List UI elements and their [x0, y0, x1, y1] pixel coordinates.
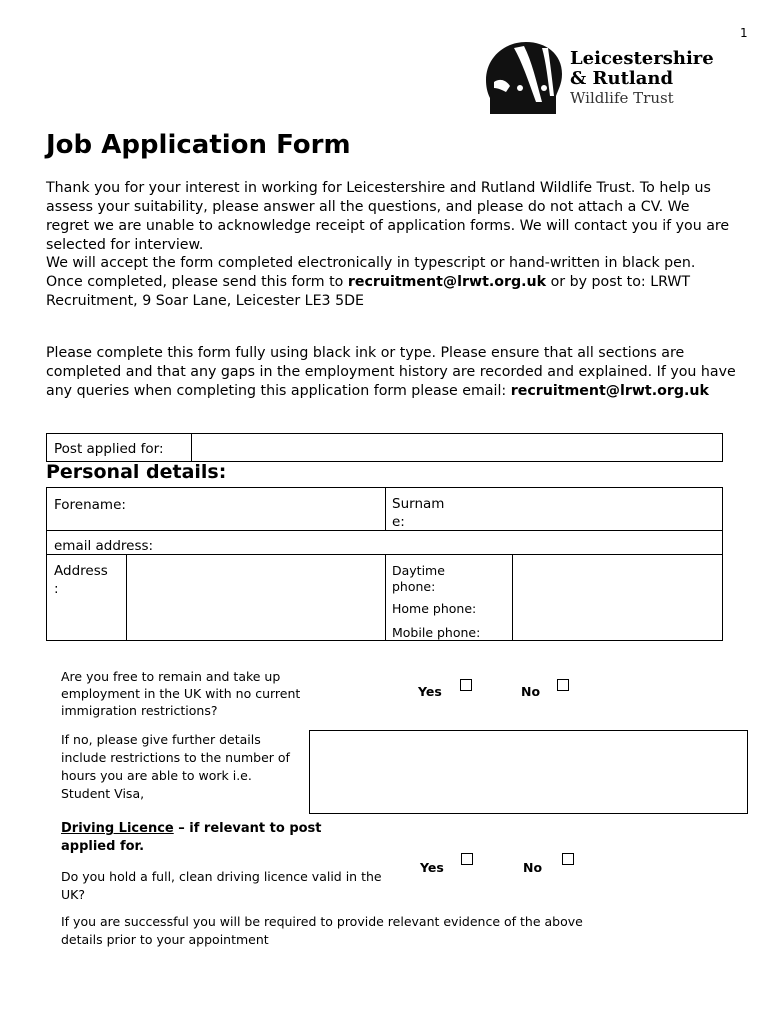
- post-applied-input[interactable]: [193, 435, 721, 460]
- daytime-phone-label-1: Daytime: [392, 563, 445, 578]
- surname-label-2: e:: [392, 514, 405, 530]
- intro-paragraph-2: [46, 254, 736, 311]
- divider: [512, 554, 513, 641]
- home-phone-label: Home phone:: [392, 601, 477, 616]
- immigration-details-prompt: If no, please give further details include restrictions to the number of hours you are able to work i.e. Student Visa,: [61, 732, 290, 801]
- intro2-text: We will accept the form completed electronically in typescript or hand-written in black pen. Once completed, please send this form to: [46, 255, 696, 290]
- forename-label: Forename:: [54, 497, 126, 513]
- driving-no-label: No: [523, 860, 543, 875]
- intro-paragraph-3: [46, 344, 736, 401]
- queries-email-link[interactable]: recruitment@lrwt.org.uk: [510, 383, 709, 399]
- post-applied-label: Post applied for:: [54, 441, 164, 457]
- logo-line-3: Wildlife Trust: [570, 89, 674, 107]
- driving-licence-heading: [61, 820, 361, 856]
- immigration-yes-label: Yes: [418, 684, 442, 699]
- divider: [126, 554, 127, 641]
- lrwt-logo: [484, 40, 729, 120]
- personal-details-heading: Personal details:: [46, 461, 227, 483]
- intro2-post-address: or by post to: LRWT Recruitment, 9 Soar Lane, Leicester LE3 5DE: [46, 274, 691, 309]
- divider: [191, 433, 192, 462]
- immigration-details-input[interactable]: [309, 730, 748, 814]
- logo-line-1: Leicestershire: [570, 48, 714, 69]
- page-number: 1: [740, 26, 748, 40]
- page-title: Job Application Form: [46, 130, 351, 160]
- driving-licence-heading-title: Driving Licence: [61, 821, 174, 836]
- driving-yes-label: Yes: [420, 860, 444, 875]
- intro3-text: Please complete this form fully using black ink or type. Please ensure that all sections are completed and that any gaps in the employment history are recorded and explained. If you have any queries when completing this application form please email:: [46, 345, 736, 399]
- surname-input[interactable]: [455, 490, 720, 527]
- driving-yes-checkbox[interactable]: [461, 853, 473, 865]
- forename-input[interactable]: [140, 490, 380, 527]
- evidence-note: If you are successful you will be required to provide relevant evidence of the above details prior to your appointment: [61, 914, 583, 947]
- phone-numbers-input[interactable]: [514, 556, 721, 639]
- driving-licence-heading-rest: – if relevant to post applied for.: [61, 821, 322, 854]
- immigration-no-label: No: [521, 684, 541, 699]
- address-input[interactable]: [128, 556, 383, 639]
- divider: [385, 554, 386, 641]
- address-label-1: Address: [54, 563, 108, 579]
- surname-label-1: Surnam: [392, 496, 445, 512]
- badger-head-icon: [484, 40, 564, 116]
- intro-paragraph-1: Thank you for your interest in working for Leicestershire and Rutland Wildlife Trust. To help us assess your suitability, please answer all the questions, and please do not attach a CV. We regret we are unable to acknowledge receipt of application forms. We will contact you if you are selected for interview.: [46, 180, 730, 253]
- daytime-phone-label-2: phone:: [392, 579, 436, 594]
- driving-licence-question: Do you hold a full, clean driving licence valid in the UK?: [61, 869, 382, 902]
- divider: [385, 487, 386, 530]
- immigration-yes-checkbox[interactable]: [460, 679, 472, 691]
- immigration-question: Are you free to remain and take up employment in the UK with no current immigration restrictions?: [61, 669, 301, 718]
- mobile-phone-label: Mobile phone:: [392, 625, 481, 640]
- divider: [46, 530, 723, 531]
- recruitment-email-link[interactable]: recruitment@lrwt.org.uk: [347, 274, 547, 290]
- email-address-input[interactable]: [170, 532, 720, 552]
- logo-line-2: & Rutland: [570, 68, 674, 89]
- immigration-no-checkbox[interactable]: [557, 679, 569, 691]
- address-label-2: :: [54, 581, 59, 597]
- driving-no-checkbox[interactable]: [562, 853, 574, 865]
- email-address-label: email address:: [54, 538, 154, 554]
